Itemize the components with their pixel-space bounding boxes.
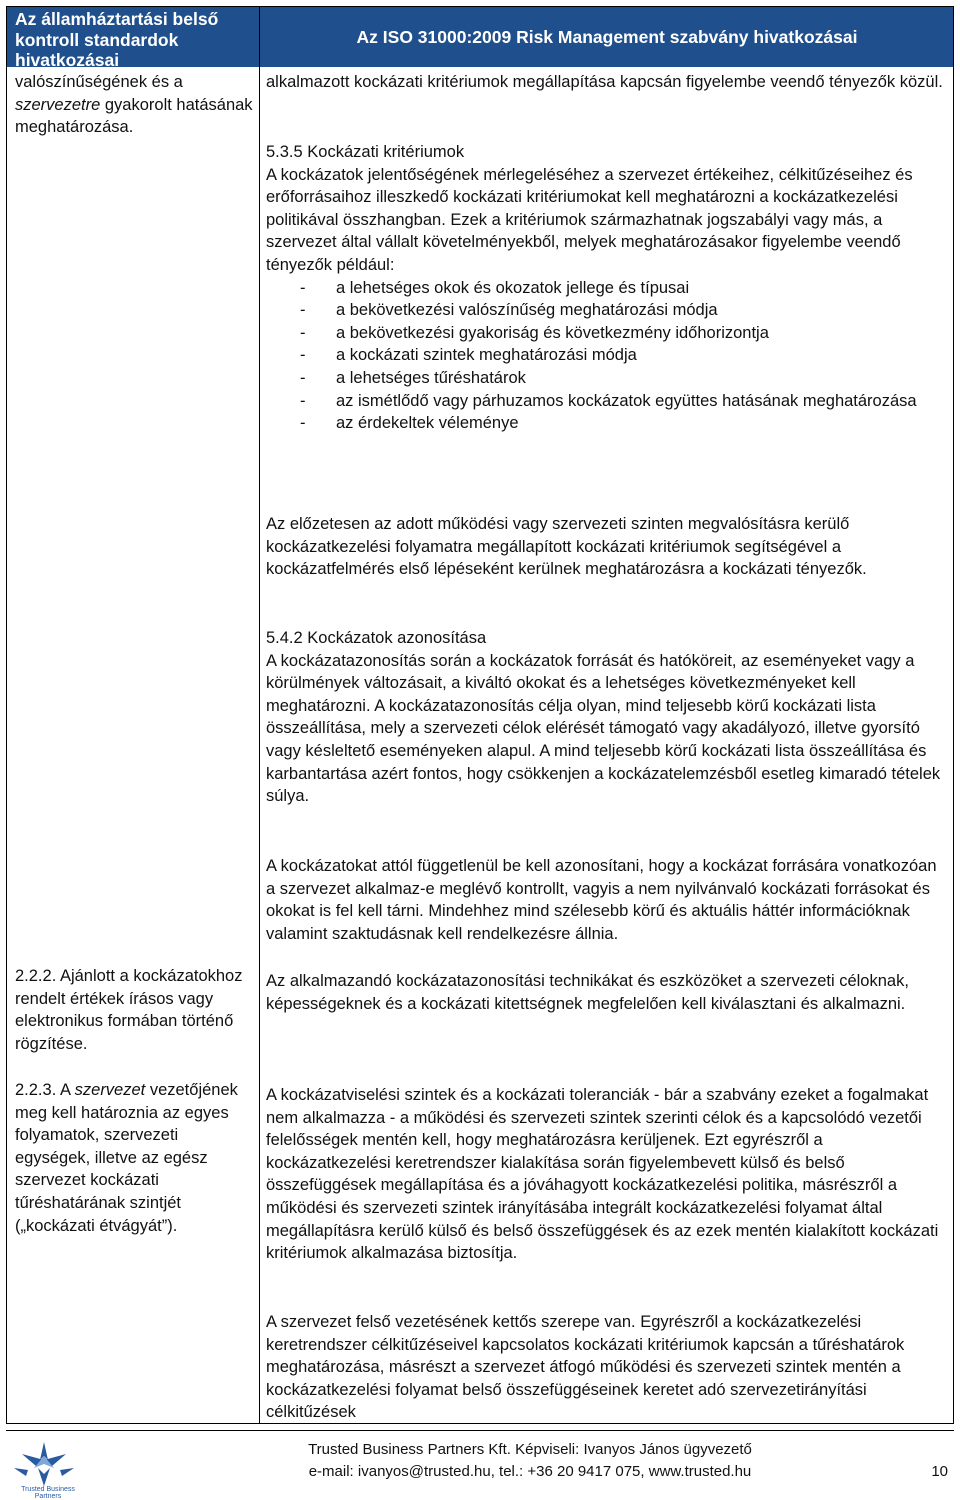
logo-caption: Trusted Business Partners [21, 1486, 75, 1500]
item-2-2-3-text: vezetőjének meg kell határoznia az egyes folyamatok, szervezeti egységek, illetve az egész szervezet kockázati tűréshatárának szintjét („kockázati étvágyát”). [15, 1081, 238, 1235]
left-intro-part2: gyakorolt hatásának meghatározása. [15, 95, 253, 137]
item-2-2-3-number: 2.2.3. A [15, 1081, 75, 1099]
footer-company-line: Trusted Business Partners Kft. Képviseli: Ivanyos János ügyvezető [308, 1441, 752, 1458]
section-5-3-5-body: A kockázatok jelentőségének mérlegeléséhez a szervezet értékeihez, célkitűzéseihez és erőforrásaihoz illeszkedő kockázati kritériumokat kell meghatározni a kockázatkezelési politikával összhangban. Ezek a kritériumok származhatnak jogszabályi vagy más, a szervezet által vállalt követelményekből, melyek meghatározásakor figyelembe veendő tényezők például: [266, 165, 913, 274]
left-intro-part1: valószínűségének és a [15, 73, 183, 91]
risk-levels-paragraph: A kockázatviselési szintek és a kockázati toleranciák - bár a szabvány ezeket a fogalmakat nem alkalmazza - a működési és szervezeti szintek szerinti célok és a kapcsolódó vezetői felelősségek mentén kell, hogy meghatározásra kerüljenek. Ezt egyrészről a kockázatkezelési keretrendszer kialakítása során figyelembevett külső és belső összefüggések megállapítása és a jóváhagyott kockázatkezelési politika, másrészről a működési és szervezeti szintek irányításába integrált kockázatkezelési folyamat által megállapításra kerülő külső és belső összefüggések és az ezek mentén kialakított kockázati kritériumok alkalmazása biztosítja. [266, 1086, 939, 1263]
left-intro-emphasis: szervezetre [15, 95, 101, 114]
list-item: - a lehetséges okok és okozatok jellege és típusai [300, 278, 690, 297]
section-5-4-2-body: A kockázatazonosítás során a kockázatok forrását és hatóköreit, az eseményeket vagy a körülmények változásait, a kiváltó okokat és a lehetséges következményeket kell meghatározni. A kockázatazonosítás célja olyan, mind teljesebb körű kockázati lista összeállítása, mely a szervezeti célok elérését támogató vagy akadályozó, illetve gyorsító vagy késleltető eseményeken alapul. A mind teljesebb körű kockázati lista összeállítása és karbantartása azért fontos, hogy csökkenjen a kockázatelemzésből esetleg kimaradó tételek súlya. [266, 651, 941, 806]
list-item: - a bekövetkezési gyakoriság és következmény időhorizontja [300, 323, 769, 342]
criteria-summary-paragraph: Az előzetesen az adott működési vagy szervezeti szinten megvalósításra kerülő kockázatkezelési folyamatra megállapított kockázati kritériumok segítségével a kockázatfelmérés első lépéseként kerülnek meghatározásra a kockázati tényezők. [266, 515, 867, 579]
page-number: 10 [931, 1463, 948, 1480]
column-divider [259, 7, 260, 1423]
footer-divider [6, 1430, 954, 1431]
management-role-paragraph: A szervezet felső vezetésének kettős szerepe van. Egyrészről a kockázatkezelési keretrendszer célkitűzéseivel kapcsolatos kockázati kritériumok kapcsán a tűréshatárok meghatározása, másrészt a szervezet átfogó működési és szervezeti szintek mentén a kockázatkezelési folyamat belső összefüggéseinek keretet adó szervezetirányítási célkitűzések [266, 1313, 905, 1422]
list-item: - a kockázati szintek meghatározási módja [300, 346, 637, 365]
right-column-title: Az ISO 31000:2009 Risk Management szabvány hivatkozásai [356, 27, 858, 47]
standard-item-2-2-2: 2.2.2. Ajánlott a kockázatokhoz rendelt értékek írásos vagy elektronikus formában történő rögzítése. [15, 967, 243, 1053]
item-2-2-3-emphasis: szervezet [74, 1081, 146, 1099]
techniques-paragraph: Az alkalmazandó kockázatazonosítási technikákat és eszközöket a szervezeti céloknak, képességeknek és a kockázati kitettségnek megfelelően kell kiválasztani és alkalmazni. [266, 972, 909, 1013]
list-item: - a lehetséges tűréshatárok [300, 368, 526, 387]
footer-contact-line: e-mail: ivanyos@trusted.hu, tel.: +36 20 9417 075, www.trusted.hu [308, 1463, 752, 1480]
section-5-3-5-heading: 5.3.5 Kockázati kritériumok [266, 143, 465, 161]
left-intro-text [15, 71, 253, 139]
section-5-4-2-heading: 5.4.2 Kockázatok azonosítása [266, 629, 487, 647]
page-footer [0, 1430, 960, 1498]
identification-paragraph: A kockázatokat attól függetlenül be kell azonosítani, hogy a kockázat forrására vonatkozóan a szervezet alkalmaz-e meglévő kontrollt, vagyis a nem nyilvánvaló kockázati forrásokat és okokat is fel kell tárni. Mindehhez mind szélesebb körű és aktuális háttér információknak valamint szaktudásnak kell rendelkezésre állnia. [266, 857, 937, 943]
right-intro-paragraph: alkalmazott kockázati kritériumok megállapítása kapcsán figyelembe veendő tényezők közül. [266, 73, 943, 91]
list-item: - az ismétlődő vagy párhuzamos kockázatok együttes hatásának meghatározása [300, 391, 917, 410]
standard-item-2-2-3 [15, 1079, 253, 1237]
list-item: - a bekövetkezési valószínűség meghatározási módja [300, 301, 718, 320]
document-table [6, 6, 954, 1424]
list-item: - az érdekeltek véleménye [300, 414, 519, 433]
criteria-list [266, 277, 950, 435]
table-header-row [7, 7, 953, 70]
left-column-title: Az államháztartási belső kontroll standardok hivatkozásai [15, 9, 219, 70]
